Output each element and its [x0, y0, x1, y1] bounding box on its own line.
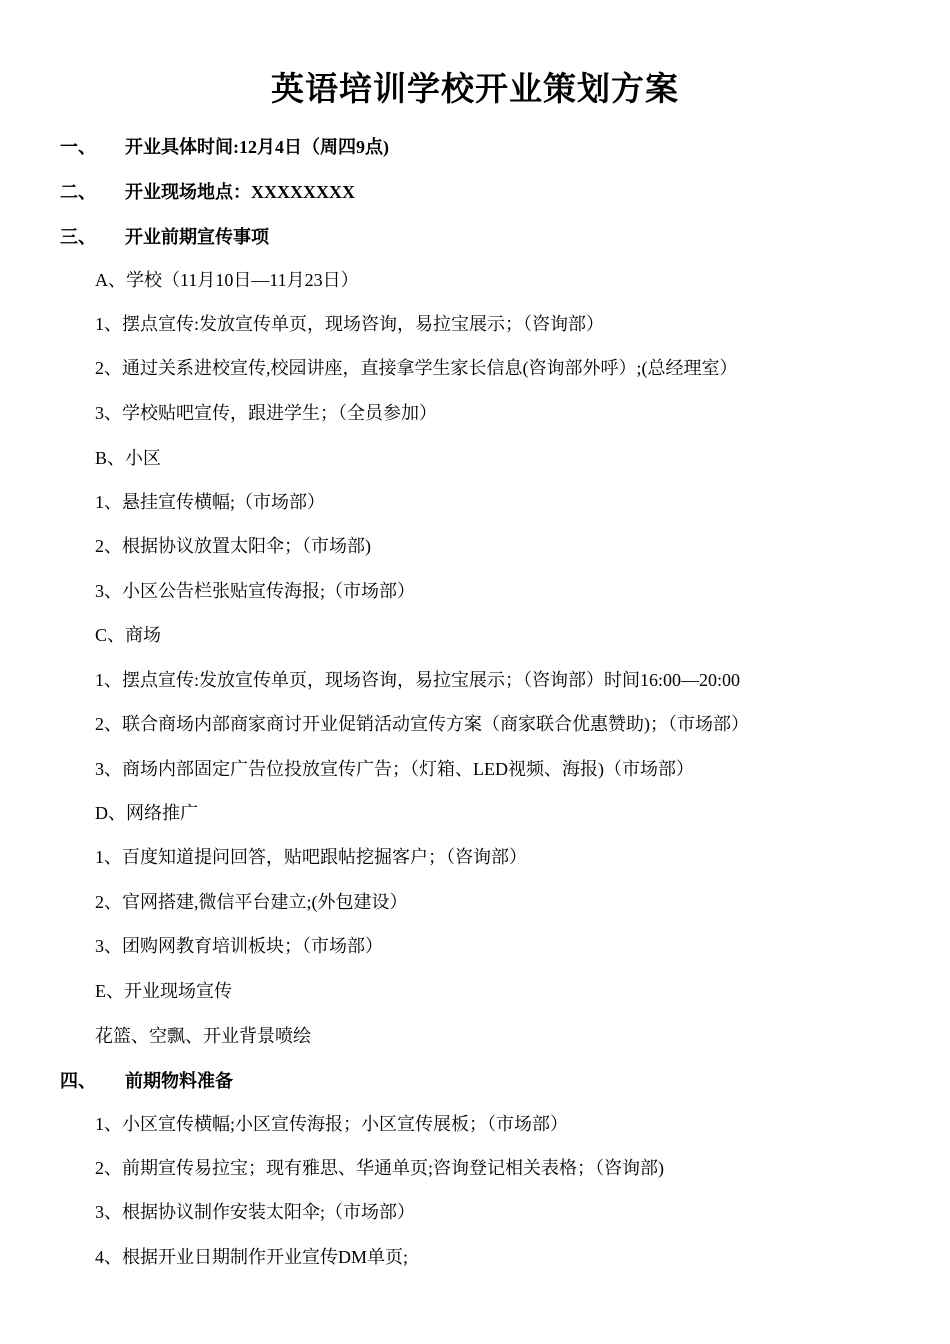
section-number: 三、: [60, 227, 96, 247]
section-heading-1: [60, 134, 389, 160]
section-text: 前期物料准备: [125, 1071, 233, 1091]
list-item: 花篮、空飘、开业背景喷绘: [95, 1026, 311, 1046]
list-item: C、商场: [95, 625, 162, 645]
list-item: 2、根据协议放置太阳伞；（市场部): [95, 536, 371, 556]
list-item: 2、通过关系进校宣传,校园讲座，直接拿学生家长信息(咨询部外呼）;(总经理室）: [95, 358, 738, 378]
list-item: 1、摆点宣传:发放宣传单页，现场咨询，易拉宝展示；（咨询部）时间16:00—20:00: [95, 670, 740, 690]
list-item: E、开业现场宣传: [95, 981, 232, 1001]
list-item: D、网络推广: [95, 803, 198, 823]
list-item: B、小区: [95, 448, 162, 468]
list-item: 1、悬挂宣传横幅;（市场部）: [95, 492, 325, 512]
document-title: 英语培训学校开业策划方案: [271, 72, 679, 108]
list-item: 2、官网搭建,微信平台建立;(外包建设）: [95, 892, 408, 912]
section-heading-3: [60, 224, 269, 250]
list-item: 3、小区公告栏张贴宣传海报;（市场部）: [95, 581, 415, 601]
list-item: A、学校（11月10日—11月23日）: [95, 270, 359, 290]
section-text: 开业现场地点：XXXXXXXX: [125, 182, 355, 202]
list-item: 3、团购网教育培训板块；（市场部）: [95, 936, 383, 956]
list-item: 1、小区宣传横幅;小区宣传海报；小区宣传展板；（市场部）: [95, 1114, 568, 1134]
list-item: 1、百度知道提问回答，贴吧跟帖挖掘客户；（咨询部）: [95, 847, 527, 867]
section-heading-2: [60, 179, 355, 205]
section-text: 开业具体时间:12月4日（周四9点): [125, 137, 389, 157]
list-item: 3、学校贴吧宣传，跟进学生；（全员参加）: [95, 403, 437, 423]
section-number: 四、: [60, 1071, 96, 1091]
section-number: 一、: [60, 137, 96, 157]
list-item: 3、商场内部固定广告位投放宣传广告；（灯箱、LED视频、海报)（市场部）: [95, 759, 694, 779]
list-item: 4、根据开业日期制作开业宣传DM单页;: [95, 1247, 409, 1267]
list-item: 3、根据协议制作安装太阳伞;（市场部）: [95, 1202, 415, 1222]
list-item: 2、联合商场内部商家商讨开业促销活动宣传方案（商家联合优惠赞助)；（市场部）: [95, 714, 749, 734]
section-heading-4: [60, 1068, 233, 1094]
list-item: 1、摆点宣传:发放宣传单页，现场咨询，易拉宝展示；（咨询部）: [95, 314, 604, 334]
section-text: 开业前期宣传事项: [125, 227, 269, 247]
section-number: 二、: [60, 182, 96, 202]
list-item: 2、前期宣传易拉宝；现有雅思、华通单页;咨询登记相关表格；（咨询部): [95, 1158, 664, 1178]
